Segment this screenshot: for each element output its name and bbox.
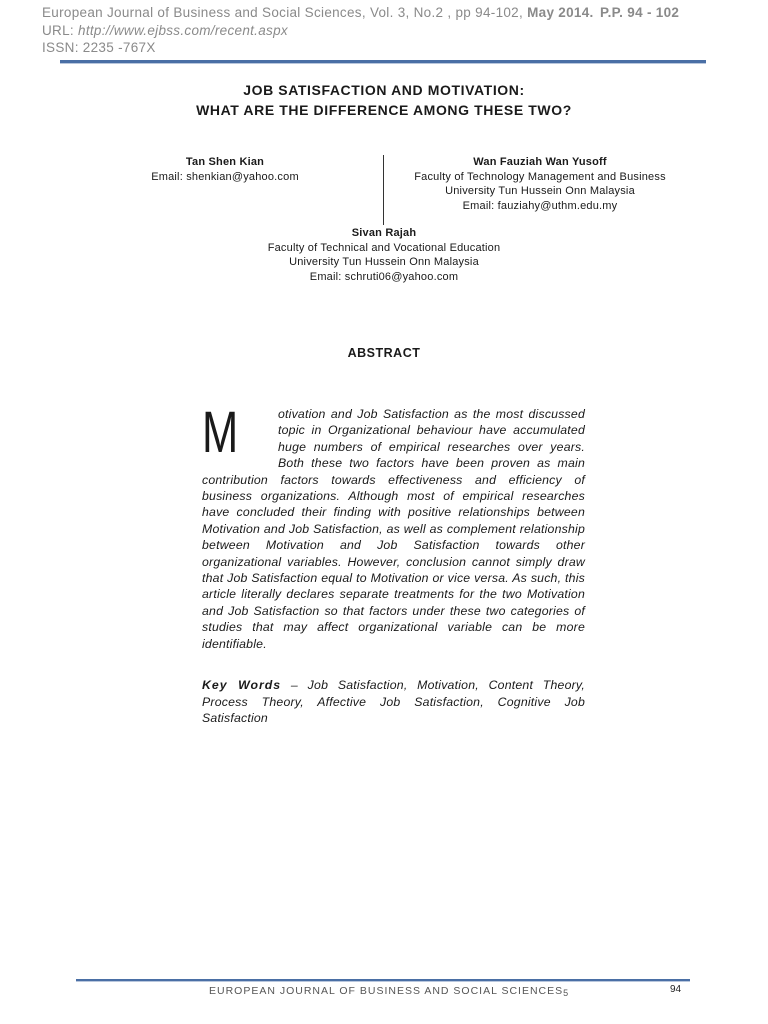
author-email: Email: shenkian@yahoo.com: [151, 170, 299, 183]
running-footer: [209, 985, 568, 998]
journal-line: European Journal of Business and Social Sciences, Vol. 3, No.2 , pp 94-102,: [42, 5, 528, 20]
title-line-2: WHAT ARE THE DIFFERENCE AMONG THESE TWO?: [196, 102, 572, 118]
title-line-1: JOB SATISFACTION AND MOTIVATION:: [243, 82, 525, 98]
url-label: URL:: [42, 22, 79, 38]
keywords-text: – Job Satisfaction, Motivation, Content Theory, Process Theory, Affective Job Satisfaction, Cognitive Job Satisfaction: [202, 678, 585, 726]
author-block-3: [234, 226, 534, 284]
paper-title: [0, 80, 768, 120]
footer-suffix: 5: [563, 988, 569, 998]
url-line: [42, 22, 742, 40]
author-divider: [383, 155, 384, 225]
author-email: Email: fauziahy@uthm.edu.my: [462, 199, 618, 212]
drop-cap: M: [202, 400, 239, 465]
author-block-2: [400, 155, 680, 213]
journal-citation: [42, 4, 742, 22]
page-number: 94: [670, 984, 682, 995]
author-email: Email: schruti06@yahoo.com: [309, 270, 459, 283]
issn: ISSN: 2235 -767X: [42, 40, 156, 55]
author-faculty: Faculty of Technology Management and Business: [414, 170, 666, 183]
page-range: P.P. 94 - 102: [600, 5, 680, 20]
abstract-text: otivation and Job Satisfaction as the most discussed topic in Organizational behaviour have accumulated huge numbers of empirical researches over years. Both these two factors have been proven as main contribution factors towards effectiveness and efficiency of business organizations. Although most of empirical researches have concluded their finding with positive relationships between Motivation and Job Satisfaction, as well as complement relationship between Motivation and Job Satisfaction towards other organizational variables. However, conclusion cannot simply draw that Job Satisfaction equal to Motivation or vice versa. As such, this article literally declares separate treatments for the two Motivation and Job Satisfaction so that factors under these two categories of studies that may affect organizational variable can be more identifiable.: [202, 407, 585, 651]
author-university: University Tun Hussein Onn Malaysia: [289, 256, 479, 268]
header-divider: [60, 60, 706, 64]
author-name: Tan Shen Kian: [185, 156, 265, 168]
running-header: [42, 4, 742, 57]
keywords: [202, 677, 585, 727]
abstract-body: [202, 400, 585, 652]
keywords-label: Key Words: [202, 678, 282, 692]
author-name: Wan Fauziah Wan Yusoff: [473, 156, 607, 168]
footer-divider: [76, 979, 690, 982]
journal-url-link[interactable]: http://www.ejbss.com/recent.aspx: [78, 22, 288, 38]
footer-journal: EUROPEAN JOURNAL OF BUSINESS AND SOCIAL SCIENCES: [209, 985, 564, 997]
author-block-1: [130, 155, 320, 184]
author-faculty: Faculty of Technical and Vocational Education: [267, 241, 501, 254]
abstract-heading: ABSTRACT: [347, 346, 421, 360]
issue-date: May 2014.: [527, 5, 594, 20]
author-university: University Tun Hussein Onn Malaysia: [445, 185, 635, 197]
author-name: Sivan Rajah: [351, 227, 417, 239]
